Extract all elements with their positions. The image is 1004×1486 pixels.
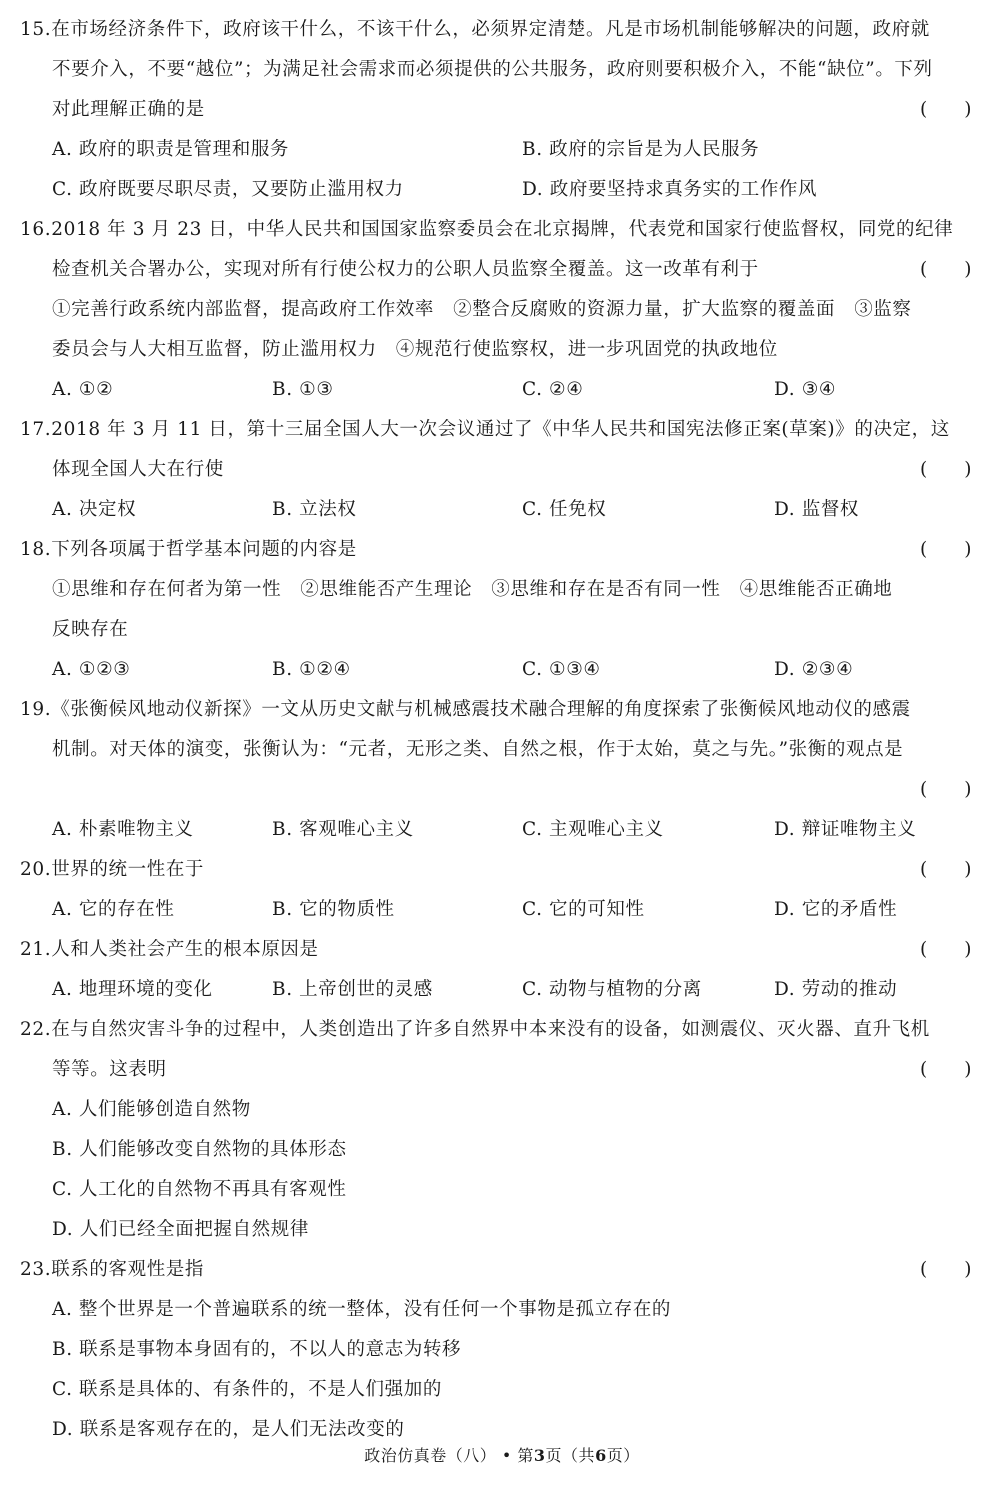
q21-option-a: A. 地理环境的变化 bbox=[52, 979, 213, 1000]
q16-answer-blank: ( ) bbox=[920, 259, 972, 280]
q22-line-1: 22.在与自然灾害斗争的过程中，人类创造出了许多自然界中本来没有的设备，如测震仪、灭火器、直升飞机 bbox=[20, 1019, 930, 1040]
q23-option-d: D. 联系是客观存在的，是人们无法改变的 bbox=[52, 1419, 405, 1440]
q16-option-b: B. ①③ bbox=[272, 379, 334, 400]
q21-option-c: C. 动物与植物的分离 bbox=[522, 979, 702, 1000]
q22-option-b: B. 人们能够改变自然物的具体形态 bbox=[52, 1139, 347, 1160]
q16-option-a: A. ①② bbox=[52, 379, 114, 400]
q21-option-b: B. 上帝创世的灵感 bbox=[272, 979, 433, 1000]
q19-line-1: 19.《张衡候风地动仪新探》一文从历史文献与机械感震技术融合理解的角度探索了张衡候风地动仪的感震 bbox=[20, 699, 911, 720]
q20-option-b: B. 它的物质性 bbox=[272, 899, 395, 920]
q15-line-1: 15.在市场经济条件下，政府该干什么，不该干什么，必须界定清楚。凡是市场机制能够解决的问题，政府就 bbox=[20, 19, 930, 40]
q23-answer-blank: ( ) bbox=[920, 1259, 972, 1280]
q17-answer-blank: ( ) bbox=[920, 459, 972, 480]
q19-option-a: A. 朴素唯物主义 bbox=[52, 819, 194, 840]
footer-separator: • bbox=[496, 1446, 518, 1465]
q21-option-d: D. 劳动的推动 bbox=[774, 979, 898, 1000]
q15-option-c: C. 政府既要尽职尽责，又要防止滥用权力 bbox=[52, 179, 404, 200]
q22-option-d: D. 人们已经全面把握自然规律 bbox=[52, 1219, 309, 1240]
q18-option-c: C. ①③④ bbox=[522, 659, 601, 680]
q18-line-1: 18.下列各项属于哲学基本问题的内容是 bbox=[20, 539, 357, 560]
q15-option-b: B. 政府的宗旨是为人民服务 bbox=[522, 139, 760, 160]
footer-page-number: 3 bbox=[533, 1446, 546, 1465]
q16-line-3: ①完善行政系统内部监督，提高政府工作效率 ②整合反腐败的资源力量，扩大监察的覆盖面 ③监察 bbox=[52, 299, 912, 320]
footer-exam-title: 政治仿真卷（八） bbox=[364, 1446, 497, 1465]
q17-option-c: C. 任免权 bbox=[522, 499, 607, 520]
q23-option-c: C. 联系是具体的、有条件的，不是人们强加的 bbox=[52, 1379, 442, 1400]
q19-option-d: D. 辩证唯物主义 bbox=[774, 819, 917, 840]
q16-line-4: 委员会与人大相互监督，防止滥用权力 ④规范行使监察权，进一步巩固党的执政地位 bbox=[52, 339, 778, 360]
q20-option-d: D. 它的矛盾性 bbox=[774, 899, 898, 920]
footer-total-pages: 6 bbox=[595, 1446, 607, 1465]
q20-option-a: A. 它的存在性 bbox=[52, 899, 175, 920]
q18-line-2: ①思维和存在何者为第一性 ②思维能否产生理论 ③思维和存在是否有同一性 ④思维能否正确地 bbox=[52, 579, 893, 600]
q18-option-a: A. ①②③ bbox=[52, 659, 131, 680]
q19-option-b: B. 客观唯心主义 bbox=[272, 819, 414, 840]
q16-option-c: C. ②④ bbox=[522, 379, 584, 400]
page-footer bbox=[0, 1440, 1004, 1472]
q22-option-c: C. 人工化的自然物不再具有客观性 bbox=[52, 1179, 347, 1200]
q19-option-c: C. 主观唯心主义 bbox=[522, 819, 664, 840]
q16-line-1: 16.2018 年 3 月 23 日，中华人民共和国国家监察委员会在北京揭牌，代表党和国家行使监督权，同党的纪律 bbox=[20, 219, 954, 240]
q15-line-3: 对此理解正确的是 bbox=[52, 99, 205, 120]
q18-line-3: 反映存在 bbox=[52, 619, 129, 640]
q20-option-c: C. 它的可知性 bbox=[522, 899, 645, 920]
q17-option-d: D. 监督权 bbox=[774, 499, 860, 520]
q17-line-1: 17.2018 年 3 月 11 日，第十三届全国人大一次会议通过了《中华人民共和国宪法修正案(草案)》的决定，这 bbox=[20, 419, 950, 440]
q19-line-2: 机制。对天体的演变，张衡认为：“元者，无形之类、自然之根，作于太始，莫之与先。”张衡的观点是 bbox=[52, 739, 904, 760]
q22-option-a: A. 人们能够创造自然物 bbox=[52, 1099, 251, 1120]
q20-answer-blank: ( ) bbox=[920, 859, 972, 880]
q17-line-2: 体现全国人大在行使 bbox=[52, 459, 224, 480]
q15-option-a: A. 政府的职责是管理和服务 bbox=[52, 139, 290, 160]
q20-line-1: 20.世界的统一性在于 bbox=[20, 859, 205, 880]
q21-answer-blank: ( ) bbox=[920, 939, 972, 960]
q23-option-a: A. 整个世界是一个普遍联系的统一整体，没有任何一个事物是孤立存在的 bbox=[52, 1299, 672, 1320]
q18-answer-blank: ( ) bbox=[920, 539, 972, 560]
q18-option-d: D. ②③④ bbox=[774, 659, 854, 680]
q18-option-b: B. ①②④ bbox=[272, 659, 351, 680]
q15-answer-blank: ( ) bbox=[920, 99, 972, 120]
q16-line-2: 检查机关合署办公，实现对所有行使公权力的公职人员监察全覆盖。这一改革有利于 bbox=[52, 259, 759, 280]
q23-line-1: 23.联系的客观性是指 bbox=[20, 1259, 205, 1280]
q17-option-a: A. 决定权 bbox=[52, 499, 137, 520]
footer-page-mid: 页（共 bbox=[545, 1446, 596, 1465]
q17-option-b: B. 立法权 bbox=[272, 499, 357, 520]
q16-option-d: D. ③④ bbox=[774, 379, 837, 400]
q15-line-2: 不要介入，不要“越位”；为满足社会需求而必须提供的公共服务，政府则要积极介入，不能“缺位”。下列 bbox=[52, 59, 933, 80]
footer-page-prefix: 第 bbox=[517, 1446, 534, 1465]
q22-answer-blank: ( ) bbox=[920, 1059, 972, 1080]
q21-line-1: 21.人和人类社会产生的根本原因是 bbox=[20, 939, 319, 960]
q23-option-b: B. 联系是事物本身固有的，不以人的意志为转移 bbox=[52, 1339, 462, 1360]
footer-page-suffix: 页） bbox=[606, 1446, 640, 1465]
q22-line-2: 等等。这表明 bbox=[52, 1059, 167, 1080]
q19-answer-blank: ( ) bbox=[920, 779, 972, 800]
q15-option-d: D. 政府要坚持求真务实的工作作风 bbox=[522, 179, 818, 200]
